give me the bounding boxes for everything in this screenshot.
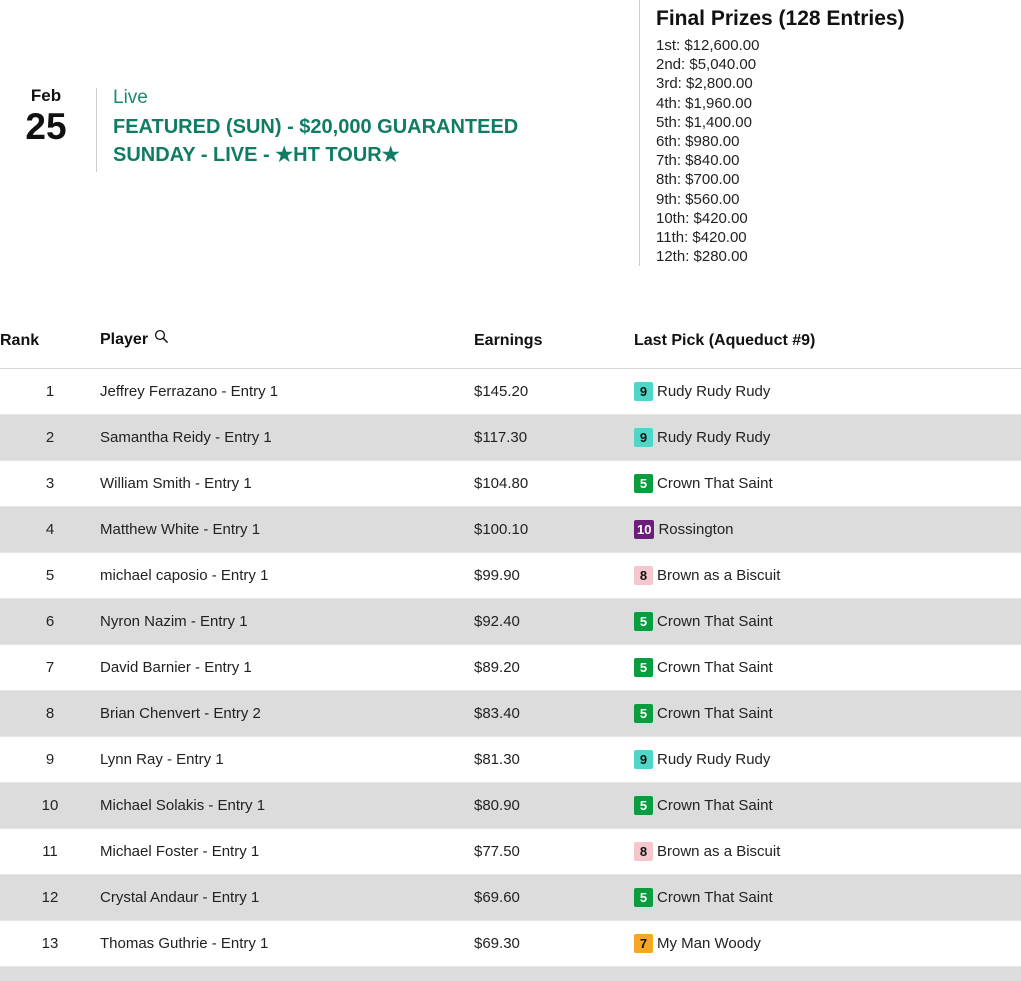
event-summary — [0, 0, 639, 172]
cell-earnings: $100.10 — [474, 507, 634, 553]
cell-last-pick — [634, 737, 1021, 783]
cell-earnings: $77.50 — [474, 829, 634, 875]
page-header — [0, 0, 1021, 266]
table-row[interactable] — [0, 553, 1021, 599]
cell-rank: 13 — [0, 921, 100, 967]
header-player-label: Player — [100, 331, 149, 349]
pick-number-badge: 10 — [634, 520, 654, 539]
prize-row: 2nd: $5,040.00 — [656, 56, 757, 74]
prize-row: 4th: $1,960.00 — [656, 94, 752, 112]
table-bottom-strip — [0, 967, 1021, 981]
cell-rank: 12 — [0, 875, 100, 921]
prize-row: 12th: $280.00 — [656, 248, 748, 266]
cell-last-pick — [634, 507, 1021, 553]
cell-player[interactable]: Crystal Andaur - Entry 1 — [100, 875, 474, 921]
cell-rank: 1 — [0, 369, 100, 415]
cell-player[interactable]: Brian Chenvert - Entry 2 — [100, 691, 474, 737]
prize-list — [656, 36, 1021, 266]
table-row[interactable] — [0, 369, 1021, 415]
table-row[interactable] — [0, 599, 1021, 645]
cell-rank: 2 — [0, 415, 100, 461]
prize-row: 1st: $12,600.00 — [656, 37, 760, 54]
pick-horse-name: Crown That Saint — [657, 475, 773, 493]
pick-horse-name: Crown That Saint — [657, 659, 773, 677]
prize-row: 11th: $420.00 — [656, 229, 747, 247]
pick-horse-name: Crown That Saint — [657, 705, 773, 723]
pick-horse-name: Brown as a Biscuit — [657, 567, 781, 585]
final-prizes-title: Final Prizes (128 Entries) — [656, 7, 905, 30]
table-row[interactable] — [0, 691, 1021, 737]
table-row[interactable] — [0, 921, 1021, 967]
cell-last-pick — [634, 599, 1021, 645]
cell-player[interactable]: Michael Foster - Entry 1 — [100, 829, 474, 875]
event-date — [0, 86, 96, 148]
pick-number-badge: 7 — [634, 934, 653, 953]
cell-earnings: $99.90 — [474, 553, 634, 599]
cell-earnings: $80.90 — [474, 783, 634, 829]
header-rank[interactable]: Rank — [0, 320, 100, 369]
cell-rank: 11 — [0, 829, 100, 875]
cell-earnings: $104.80 — [474, 461, 634, 507]
leaderboard-head — [0, 320, 1021, 369]
cell-earnings: $69.30 — [474, 921, 634, 967]
table-row[interactable] — [0, 829, 1021, 875]
cell-last-pick — [634, 921, 1021, 967]
cell-earnings: $69.60 — [474, 875, 634, 921]
prize-row: 7th: $840.00 — [656, 152, 740, 170]
last-pick — [634, 888, 1021, 907]
pick-horse-name: Rudy Rudy Rudy — [657, 751, 771, 769]
pick-number-badge: 8 — [634, 566, 653, 585]
cell-last-pick — [634, 369, 1021, 415]
header-last-pick[interactable]: Last Pick (Aqueduct #9) — [634, 320, 1021, 369]
pick-number-badge: 5 — [634, 658, 653, 677]
pick-horse-name: Rudy Rudy Rudy — [657, 429, 771, 447]
last-pick — [634, 934, 1021, 953]
cell-player[interactable]: Thomas Guthrie - Entry 1 — [100, 921, 474, 967]
pick-number-badge: 9 — [634, 382, 653, 401]
table-row[interactable] — [0, 737, 1021, 783]
search-icon[interactable] — [154, 329, 169, 349]
pick-number-badge: 5 — [634, 888, 653, 907]
cell-earnings: $145.20 — [474, 369, 634, 415]
header-player[interactable] — [100, 320, 474, 369]
pick-number-badge: 5 — [634, 474, 653, 493]
last-pick — [634, 428, 1021, 447]
pick-number-badge: 5 — [634, 796, 653, 815]
last-pick — [634, 658, 1021, 677]
prize-row: 9th: $560.00 — [656, 190, 740, 208]
last-pick — [634, 382, 1021, 401]
pick-number-badge: 5 — [634, 704, 653, 723]
event-text — [97, 86, 518, 169]
event-month: Feb — [30, 86, 62, 105]
pick-horse-name: Crown That Saint — [657, 613, 773, 631]
last-pick — [634, 842, 1021, 861]
last-pick — [634, 474, 1021, 493]
leaderboard-table — [0, 320, 1021, 967]
event-title — [113, 113, 518, 169]
last-pick — [634, 750, 1021, 769]
cell-player[interactable]: Samantha Reidy - Entry 1 — [100, 415, 474, 461]
cell-rank: 5 — [0, 553, 100, 599]
cell-last-pick — [634, 691, 1021, 737]
pick-number-badge: 8 — [634, 842, 653, 861]
final-prizes-panel — [639, 0, 1021, 266]
prize-row: 5th: $1,400.00 — [656, 113, 752, 131]
cell-player[interactable]: Michael Solakis - Entry 1 — [100, 783, 474, 829]
event-title-line-1: FEATURED (SUN) - $20,000 GUARANTEED — [113, 116, 519, 138]
pick-horse-name: Rossington — [658, 521, 734, 539]
cell-rank: 8 — [0, 691, 100, 737]
pick-horse-name: My Man Woody — [657, 935, 761, 953]
table-row[interactable] — [0, 875, 1021, 921]
cell-player[interactable]: Nyron Nazim - Entry 1 — [100, 599, 474, 645]
pick-number-badge: 9 — [634, 428, 653, 447]
last-pick — [634, 796, 1021, 815]
cell-player[interactable]: William Smith - Entry 1 — [100, 461, 474, 507]
cell-rank: 7 — [0, 645, 100, 691]
cell-last-pick — [634, 829, 1021, 875]
table-row[interactable] — [0, 461, 1021, 507]
event-day: 25 — [25, 106, 67, 147]
prize-row: 6th: $980.00 — [656, 133, 740, 151]
cell-last-pick — [634, 875, 1021, 921]
pick-number-badge: 5 — [634, 612, 653, 631]
header-earnings[interactable]: Earnings — [474, 320, 634, 369]
prize-row: 8th: $700.00 — [656, 171, 740, 189]
cell-player[interactable]: David Barnier - Entry 1 — [100, 645, 474, 691]
pick-number-badge: 9 — [634, 750, 653, 769]
last-pick — [634, 566, 1021, 585]
cell-rank: 3 — [0, 461, 100, 507]
cell-player[interactable]: Matthew White - Entry 1 — [100, 507, 474, 553]
table-row[interactable] — [0, 783, 1021, 829]
leaderboard-body — [0, 369, 1021, 967]
cell-player[interactable]: Lynn Ray - Entry 1 — [100, 737, 474, 783]
live-status-label: Live — [113, 87, 148, 108]
cell-rank: 10 — [0, 783, 100, 829]
pick-horse-name: Crown That Saint — [657, 889, 773, 907]
table-row[interactable] — [0, 507, 1021, 553]
prize-row: 3rd: $2,800.00 — [656, 75, 753, 93]
table-row[interactable] — [0, 415, 1021, 461]
cell-player[interactable]: michael caposio - Entry 1 — [100, 553, 474, 599]
leaderboard-table-wrapper — [0, 320, 1021, 981]
cell-last-pick — [634, 553, 1021, 599]
cell-earnings: $89.20 — [474, 645, 634, 691]
cell-earnings: $83.40 — [474, 691, 634, 737]
cell-last-pick — [634, 783, 1021, 829]
prize-row: 10th: $420.00 — [656, 209, 748, 227]
cell-earnings: $81.30 — [474, 737, 634, 783]
cell-last-pick — [634, 415, 1021, 461]
cell-player[interactable]: Jeffrey Ferrazano - Entry 1 — [100, 369, 474, 415]
last-pick — [634, 612, 1021, 631]
leaderboard-header-row — [0, 320, 1021, 369]
pick-horse-name: Brown as a Biscuit — [657, 843, 781, 861]
pick-horse-name: Rudy Rudy Rudy — [657, 383, 771, 401]
cell-earnings: $92.40 — [474, 599, 634, 645]
cell-last-pick — [634, 461, 1021, 507]
event-title-line-2: SUNDAY - LIVE - ★HT TOUR★ — [113, 144, 400, 166]
cell-last-pick — [634, 645, 1021, 691]
cell-rank: 6 — [0, 599, 100, 645]
cell-rank: 4 — [0, 507, 100, 553]
last-pick — [634, 520, 1021, 539]
last-pick — [634, 704, 1021, 723]
pick-horse-name: Crown That Saint — [657, 797, 773, 815]
cell-earnings: $117.30 — [474, 415, 634, 461]
cell-rank: 9 — [0, 737, 100, 783]
table-row[interactable] — [0, 645, 1021, 691]
